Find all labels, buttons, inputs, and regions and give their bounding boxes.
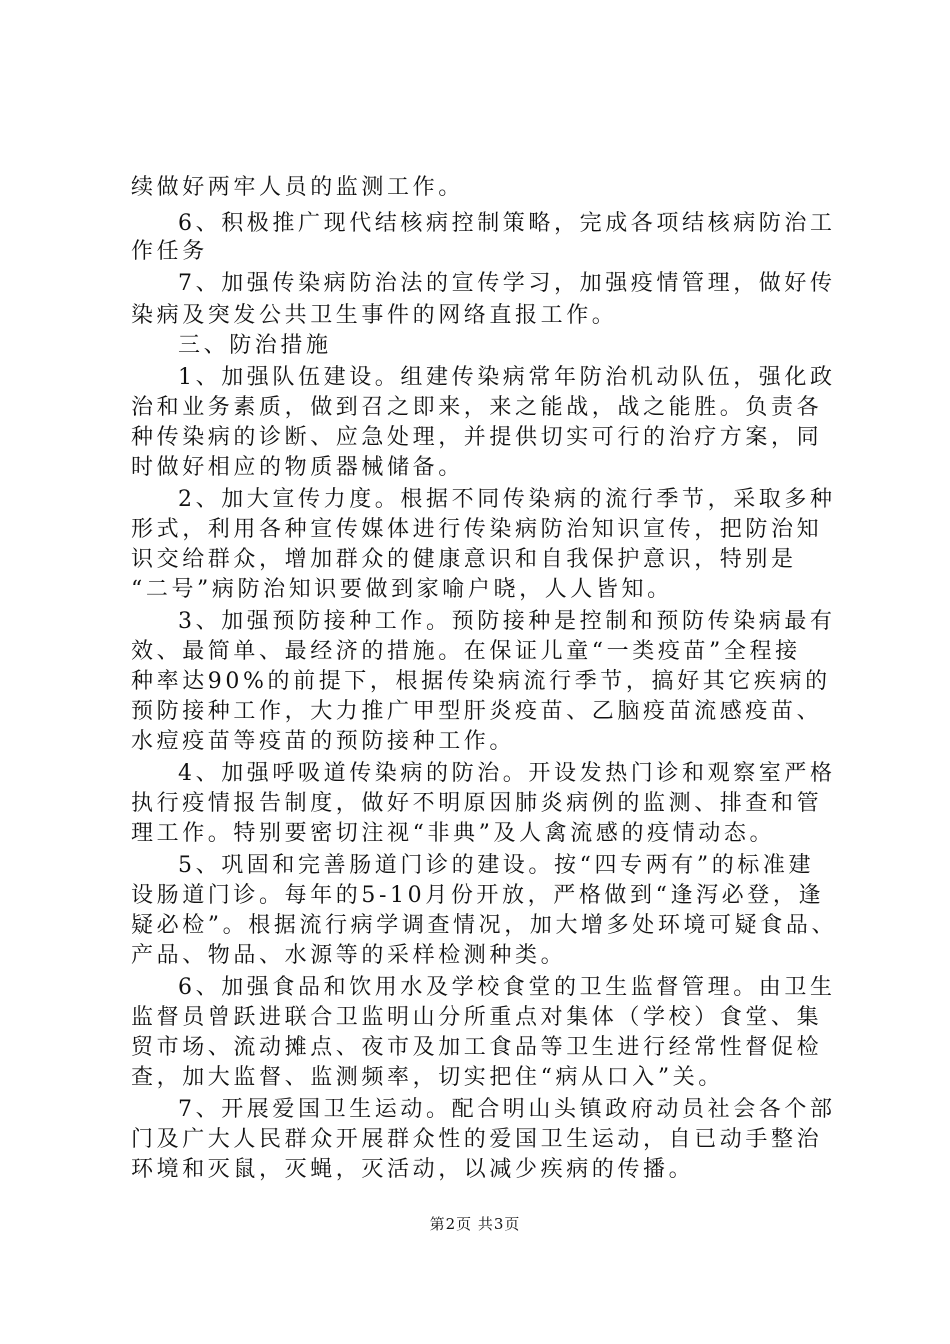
text-line: 时做好相应的物质器械储备。 — [131, 455, 464, 480]
text-line: 预防接种工作，大力推广甲型肝炎疫苗、乙脑疫苗流感疫苗、 — [131, 699, 823, 724]
text-line: 染病及突发公共卫生事件的网络直报工作。 — [131, 303, 618, 328]
text-line: 识交给群众，增加群众的健康意识和自我保护意识，特别是 — [131, 547, 797, 572]
text-line: 效、最简单、最经济的措施。在保证儿童“一类疫苗”全程接 — [131, 639, 801, 664]
text-line: 1、加强队伍建设。组建传染病常年防治机动队伍，强化政 — [178, 365, 836, 390]
text-line: 5、巩固和完善肠道门诊的建设。按“四专两有”的标准建 — [178, 853, 815, 878]
text-line: 产品、物品、水源等的采样检测种类。 — [131, 943, 567, 968]
text-line: 2、加大宣传力度。根据不同传染病的流行季节，采取多种 — [178, 487, 836, 512]
text-line: 7、开展爱国卫生运动。配合明山头镇政府动员社会各个部 — [178, 1097, 836, 1122]
text-line: 理工作。特别要密切注视“非典”及人禽流感的疫情动态。 — [131, 821, 776, 846]
text-line: 查，加大监督、监测频率，切实把住“病从口入”关。 — [131, 1065, 724, 1090]
text-line: 疑必检”。根据流行病学调查情况，加大增多处环境可疑食品、 — [131, 913, 838, 938]
text-line: 形式，利用各种宣传媒体进行传染病防治知识宣传，把防治知 — [131, 517, 823, 542]
text-line: 治和业务素质，做到召之即来，来之能战，战之能胜。负责各 — [131, 395, 823, 420]
text-line: 设肠道门诊。每年的5-10月份开放，严格做到“逢泻必登，逢 — [131, 883, 825, 908]
text-line: 续做好两牢人员的监测工作。 — [131, 175, 464, 200]
text-line: “二号”病防治知识要做到家喻户晓，人人皆知。 — [131, 577, 673, 602]
text-line: 3、加强预防接种工作。预防接种是控制和预防传染病最有 — [178, 609, 836, 634]
page-footer: 第2页 共3页 — [429, 1215, 521, 1233]
text-line: 贸市场、流动摊点、夜市及加工食品等卫生进行经常性督促检 — [131, 1035, 823, 1060]
text-line: 种传染病的诊断、应急处理，并提供切实可行的治疗方案，同 — [131, 425, 823, 450]
text-line: 门及广大人民群众开展群众性的爱国卫生运动，自已动手整治 — [131, 1127, 823, 1152]
text-line: 水痘疫苗等疫苗的预防接种工作。 — [131, 729, 516, 754]
text-line: 种率达90%的前提下，根据传染病流行季节，搞好其它疾病的 — [131, 669, 831, 694]
text-line: 6、积极推广现代结核病控制策略，完成各项结核病防治工 — [178, 211, 836, 236]
text-line: 环境和灭鼠，灭蝇，灭活动，以减少疾病的传播。 — [131, 1157, 695, 1182]
text-line: 作任务 — [131, 239, 208, 264]
section-heading: 三、防治措施 — [178, 333, 332, 358]
text-line: 7、加强传染病防治法的宣传学习，加强疫情管理，做好传 — [178, 271, 836, 296]
text-line: 4、加强呼吸道传染病的防治。开设发热门诊和观察室严格 — [178, 761, 836, 786]
text-line: 6、加强食品和饮用水及学校食堂的卫生监督管理。由卫生 — [178, 975, 836, 1000]
text-line: 执行疫情报告制度，做好不明原因肺炎病例的监测、排查和管 — [131, 791, 823, 816]
text-line: 监督员曾跃进联合卫监明山分所重点对集体（学校）食堂、集 — [131, 1005, 823, 1030]
